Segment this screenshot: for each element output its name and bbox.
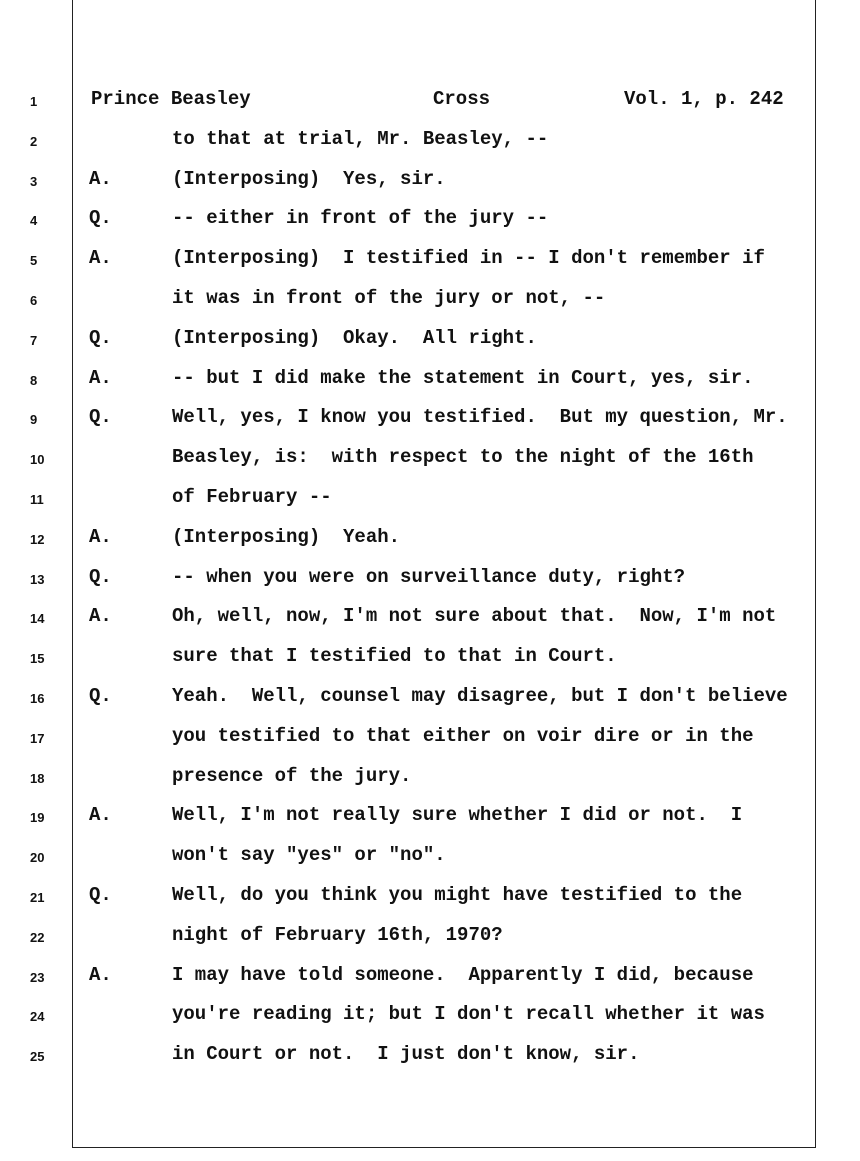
transcript-line-text: in Court or not. I just don't know, sir. — [172, 1043, 640, 1066]
line-number: 1 — [30, 94, 38, 109]
transcript-line-text: (Interposing) Okay. All right. — [172, 326, 537, 349]
transcript-line-text: won't say "yes" or "no". — [172, 844, 446, 867]
line-number: 9 — [30, 412, 38, 428]
speaker-label: Q. — [89, 326, 112, 349]
transcript-line-text: you testified to that either on voir dire or in the — [172, 724, 754, 747]
line-number: 10 — [30, 452, 45, 468]
header-section: Cross — [433, 88, 491, 110]
transcript-line-text: -- but I did make the statement in Court, yes, sir. — [172, 366, 754, 389]
transcript-line-text: Well, I'm not really sure whether I did or not. I — [172, 804, 743, 827]
line-number: 15 — [30, 651, 45, 667]
transcript-line-text: (Interposing) Yeah. — [172, 525, 401, 548]
header-witness-name: Prince Beasley — [91, 88, 251, 110]
line-number: 19 — [30, 810, 45, 826]
speaker-label: A. — [89, 804, 112, 827]
line-number: 8 — [30, 372, 38, 388]
speaker-label: A. — [89, 963, 112, 986]
transcript-line-text: Yeah. Well, counsel may disagree, but I don't believe — [172, 685, 788, 707]
line-number: 20 — [30, 850, 45, 866]
transcript-line-text: -- either in front of the jury -- — [172, 207, 549, 230]
transcript-line-text: Oh, well, now, I'm not sure about that. Now, I'm not — [172, 605, 777, 628]
transcript-line-text: Well, do you think you might have testified to the — [172, 884, 743, 906]
transcript-line-text: Beasley, is: with respect to the night of the 16th — [172, 446, 754, 469]
line-number: 25 — [30, 1049, 45, 1065]
transcript-line-text: (Interposing) Yes, sir. — [172, 167, 446, 190]
speaker-label: A. — [89, 605, 112, 628]
transcript-line-text: it was in front of the jury or not, -- — [172, 287, 606, 309]
line-number: 3 — [30, 173, 38, 189]
line-number: 22 — [30, 929, 45, 945]
speaker-label: Q. — [89, 884, 112, 906]
transcript-line-text: Well, yes, I know you testified. But my question, Mr. — [172, 406, 788, 429]
transcript-line-text: to that at trial, Mr. Beasley, -- — [172, 127, 549, 150]
speaker-label: Q. — [89, 207, 112, 230]
line-number: 7 — [30, 332, 38, 348]
line-number: 13 — [30, 571, 45, 587]
line-number: 4 — [30, 213, 38, 229]
transcript-line-text: sure that I testified to that in Court. — [172, 645, 617, 668]
speaker-label: Q. — [89, 565, 112, 588]
line-number: 2 — [30, 133, 38, 149]
transcript-line-text: you're reading it; but I don't recall whether it was — [172, 1003, 765, 1026]
speaker-label: Q. — [89, 406, 112, 429]
line-number: 17 — [30, 730, 45, 746]
line-number: 24 — [30, 1009, 45, 1025]
header-volume-page: Vol. 1, p. 242 — [624, 88, 784, 110]
line-number: 18 — [30, 770, 45, 786]
transcript-line-text: (Interposing) I testified in -- I don't remember if — [172, 247, 765, 270]
line-number: 5 — [30, 253, 38, 269]
speaker-label: A. — [89, 525, 112, 548]
transcript-line-text: I may have told someone. Apparently I did, because — [172, 963, 754, 986]
line-number: 12 — [30, 531, 45, 547]
line-number: 16 — [30, 691, 45, 706]
transcript-line-text: presence of the jury. — [172, 764, 412, 787]
line-number: 6 — [30, 293, 38, 308]
speaker-label: A. — [89, 366, 112, 389]
line-number: 21 — [30, 890, 45, 905]
transcript-line-text: -- when you were on surveillance duty, right? — [172, 565, 686, 588]
line-number: 14 — [30, 611, 45, 627]
line-number: 23 — [30, 969, 45, 985]
speaker-label: Q. — [89, 685, 112, 707]
line-number: 11 — [30, 492, 44, 507]
speaker-label: A. — [89, 167, 112, 190]
transcript-line-text: of February -- — [172, 486, 332, 508]
transcript-line-text: night of February 16th, 1970? — [172, 923, 503, 946]
speaker-label: A. — [89, 247, 112, 270]
